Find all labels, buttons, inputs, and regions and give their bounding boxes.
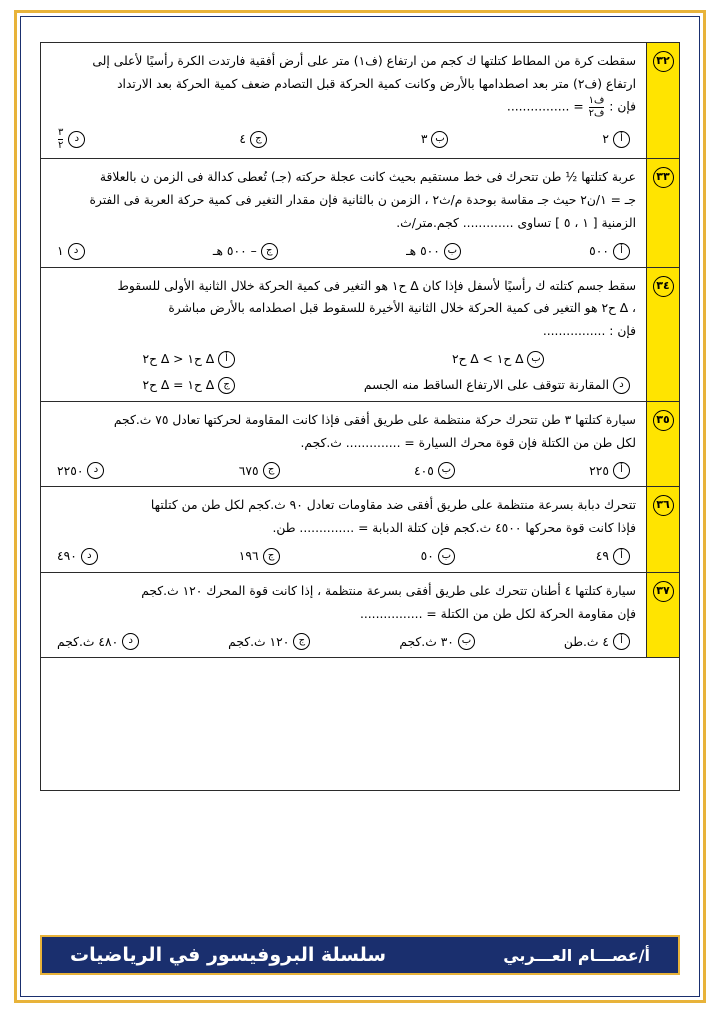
stem-prefix: فإن : bbox=[609, 99, 636, 114]
choice-label: د bbox=[81, 548, 98, 565]
choice-text: ٤٩٠ bbox=[57, 549, 77, 564]
choice-label: ب bbox=[431, 131, 448, 148]
question-number-cell bbox=[646, 159, 679, 266]
choice-text: ١٢٠ ث.كجم bbox=[228, 634, 290, 649]
question-text bbox=[51, 50, 636, 119]
question-text bbox=[51, 275, 636, 343]
choice-text: ٥٠٠ bbox=[589, 244, 609, 259]
choice-text: ١٩٦ bbox=[238, 549, 259, 564]
choice-text: ∆ ح١ = ∆ ح٢ bbox=[142, 378, 215, 393]
choice-label: أ bbox=[613, 131, 630, 148]
choice-option[interactable] bbox=[57, 243, 85, 260]
question-line: فإن مقاومة الحركة لكل طن من الكتلة = ................ bbox=[359, 606, 636, 621]
choices-list bbox=[51, 127, 636, 151]
choice-option[interactable] bbox=[406, 243, 461, 260]
question-row bbox=[41, 43, 679, 159]
fraction-numerator: ٣ bbox=[58, 127, 64, 139]
question-line: سقطت كرة من المطاط كتلتها ك كجم من ارتفاع (ف١) متر على أرض أفقية فارتدت الكرة رأسيًا لأعلى إلى bbox=[92, 54, 636, 68]
choice-label: ب bbox=[444, 243, 461, 260]
choice-text: ٢٢٥٠ bbox=[57, 463, 84, 478]
question-line: فإن : ................ bbox=[542, 324, 636, 339]
choice-label: د bbox=[87, 462, 104, 479]
question-number: ٣٢ bbox=[653, 51, 674, 72]
question-line: سقط جسم كتلته ك رأسيًا لأسفل فإذا كان ∆ ح١ هو التغير فى كمية الحركة خلال الثانية الأولى للسقوط bbox=[117, 278, 636, 293]
question-number: ٣٤ bbox=[653, 276, 674, 297]
question-line: عربة كتلتها ½ طن تتحرك فى خط مستقيم بحيث كانت عجلة حركته (جـ) تُعطى كدالة فى الزمن ن بالعلاقة bbox=[99, 170, 636, 185]
choice-option[interactable] bbox=[596, 548, 630, 565]
choice-text: – ٥٠٠ هـ bbox=[212, 244, 257, 259]
choice-text: ٥٠٠ هـ bbox=[406, 244, 440, 259]
page-footer bbox=[40, 935, 680, 975]
question-number-cell bbox=[646, 43, 679, 158]
question-number-cell bbox=[646, 402, 679, 486]
choice-option[interactable] bbox=[564, 633, 630, 650]
question-line: سيارة كتلتها ٣ طن تتحرك حركة منتظمة على طريق أفقى فإذا كانت المقاومة لحركتها تعادل ٧٥ ث.كجم bbox=[113, 412, 636, 427]
choice-option[interactable] bbox=[57, 127, 85, 151]
choice-text: ٤ bbox=[239, 132, 246, 147]
questions-table bbox=[40, 42, 680, 791]
choice-option[interactable] bbox=[239, 462, 280, 479]
choices-list bbox=[51, 548, 636, 565]
choice-label: أ bbox=[613, 548, 630, 565]
question-body bbox=[41, 43, 646, 158]
choice-fraction bbox=[58, 127, 63, 151]
choice-text: ∆ ح١ < ∆ ح٢ bbox=[142, 352, 215, 367]
question-number-cell bbox=[646, 573, 679, 657]
choice-label: ج bbox=[293, 633, 310, 650]
choice-option[interactable] bbox=[57, 351, 321, 368]
choice-text: ٣ bbox=[420, 132, 428, 147]
question-row bbox=[41, 402, 679, 487]
choice-label: ج bbox=[218, 377, 235, 394]
question-line: لكل طن من الكتلة فإن قوة محرك السيارة = .............. ث.كجم. bbox=[300, 435, 636, 450]
question-line: سيارة كتلتها ٤ أطنان تتحرك على طريق أفقى بسرعة منتظمة ، إذا كانت قوة المحرك ١٢٠ ث.كجم bbox=[141, 583, 636, 598]
question-line: تتحرك دبابة بسرعة منتظمة على طريق أفقى ضد مقاومات تعادل ٩٠ ث.كجم لكل طن من كتلتها bbox=[150, 498, 636, 513]
question-number-cell bbox=[646, 268, 679, 401]
stem-suffix: = ................ bbox=[506, 99, 584, 114]
fraction-denominator: ٢ bbox=[58, 139, 64, 151]
choice-text: ∆ ح١ > ∆ ح٢ bbox=[451, 352, 524, 367]
choice-label: ب bbox=[458, 633, 475, 650]
choice-option[interactable] bbox=[239, 127, 267, 151]
question-line: جـ = ١/ن٢ حيث جـ مقاسة بوحدة م/ث٢ ، الزمن ن بالثانية فإن مقدار التغير فى كمية حركة العربة فى الفترة bbox=[89, 193, 636, 208]
footer-author: أ/عصـــام العـــربي bbox=[503, 945, 650, 965]
question-line: الزمنية [ ١ ، ٥ ] تساوى ............. كجم.متر/ث. bbox=[396, 215, 636, 230]
choice-option[interactable] bbox=[364, 377, 630, 394]
choice-option[interactable] bbox=[602, 127, 630, 151]
choice-option[interactable] bbox=[421, 548, 455, 565]
question-body bbox=[41, 487, 646, 571]
choice-label: ج bbox=[250, 131, 267, 148]
question-number: ٣٧ bbox=[653, 581, 674, 602]
choice-text: ٥٠ bbox=[420, 549, 434, 564]
question-number: ٣٦ bbox=[653, 495, 674, 516]
choice-text: ٢ bbox=[602, 132, 609, 147]
choices-list bbox=[51, 351, 636, 394]
choice-label: أ bbox=[218, 351, 235, 368]
choice-label: أ bbox=[613, 243, 630, 260]
choice-option[interactable] bbox=[589, 243, 630, 260]
choice-label: أ bbox=[613, 633, 630, 650]
choice-text: ٤٨٠ ث.كجم bbox=[57, 634, 119, 649]
choice-option[interactable] bbox=[57, 462, 104, 479]
question-number: ٣٣ bbox=[653, 167, 674, 188]
question-row bbox=[41, 159, 679, 267]
choices-list bbox=[51, 462, 636, 479]
choices-list bbox=[51, 633, 636, 650]
choice-label: د bbox=[68, 243, 85, 260]
question-text bbox=[51, 409, 636, 454]
choice-text: ٤ ث.طن bbox=[563, 634, 609, 649]
choice-label: ب bbox=[438, 548, 455, 565]
choice-text: ٣٠ ث.كجم bbox=[399, 634, 454, 649]
question-line: ، ∆ ح٢ هو التغير فى كمية الحركة خلال الثانية الأخيرة للسقوط قبل اصطدامه بالأرض مباشرة bbox=[168, 301, 636, 316]
choice-label: د bbox=[122, 633, 139, 650]
choice-text: ٤٩ bbox=[595, 549, 609, 564]
fraction bbox=[589, 95, 605, 119]
choice-label: ج bbox=[263, 462, 280, 479]
question-body bbox=[41, 159, 646, 266]
choice-text: ١ bbox=[57, 244, 64, 259]
choice-label: د bbox=[613, 377, 630, 394]
question-text bbox=[51, 580, 636, 625]
choice-option[interactable] bbox=[589, 462, 630, 479]
question-body bbox=[41, 402, 646, 486]
footer-title: سلسلة البروفيسور في الرياضيات bbox=[70, 944, 387, 966]
question-text bbox=[51, 166, 636, 234]
empty-area bbox=[41, 658, 679, 790]
choice-option[interactable] bbox=[366, 351, 630, 368]
question-stem-fraction bbox=[51, 95, 636, 119]
choice-option[interactable] bbox=[57, 548, 98, 565]
question-row bbox=[41, 487, 679, 572]
choice-option[interactable] bbox=[414, 462, 455, 479]
choice-label: ب bbox=[438, 462, 455, 479]
question-text bbox=[51, 494, 636, 539]
choice-text: ٦٧٥ bbox=[238, 463, 259, 478]
choices-list bbox=[51, 243, 636, 260]
question-row bbox=[41, 573, 679, 658]
choice-label: د bbox=[68, 131, 85, 148]
question-body bbox=[41, 268, 646, 401]
question-number-cell bbox=[646, 487, 679, 571]
choice-label: أ bbox=[613, 462, 630, 479]
choice-text: ٢٢٥ bbox=[589, 463, 609, 478]
choice-option[interactable] bbox=[239, 548, 280, 565]
choice-option[interactable] bbox=[421, 127, 449, 151]
choice-text: ٤٠٥ bbox=[413, 463, 434, 478]
question-row bbox=[41, 268, 679, 402]
choice-option[interactable] bbox=[57, 377, 321, 394]
question-body bbox=[41, 573, 646, 657]
choice-option[interactable] bbox=[213, 243, 278, 260]
choice-label: ج bbox=[263, 548, 280, 565]
question-line: فإذا كانت قوة محركها ٤٥٠٠ ث.كجم فإن كتلة الدبابة = .............. طن. bbox=[272, 521, 636, 536]
question-number: ٣٥ bbox=[653, 410, 674, 431]
choice-option[interactable] bbox=[57, 633, 139, 650]
fraction-numerator: ف١ bbox=[588, 95, 605, 107]
question-line: ارتفاع (ف٢) متر بعد اصطدامها بالأرض وكانت كمية الحركة قبل التصادم ضعف كمية الحركة بعد الارتداد bbox=[117, 76, 636, 91]
choice-text: المقارنة تتوقف على الارتفاع الساقط منه الجسم bbox=[363, 378, 609, 393]
choice-option[interactable] bbox=[399, 633, 475, 650]
choice-label: ج bbox=[261, 243, 278, 260]
choice-label: ب bbox=[527, 351, 544, 368]
choice-option[interactable] bbox=[228, 633, 310, 650]
fraction-denominator: ف٢ bbox=[588, 107, 605, 119]
